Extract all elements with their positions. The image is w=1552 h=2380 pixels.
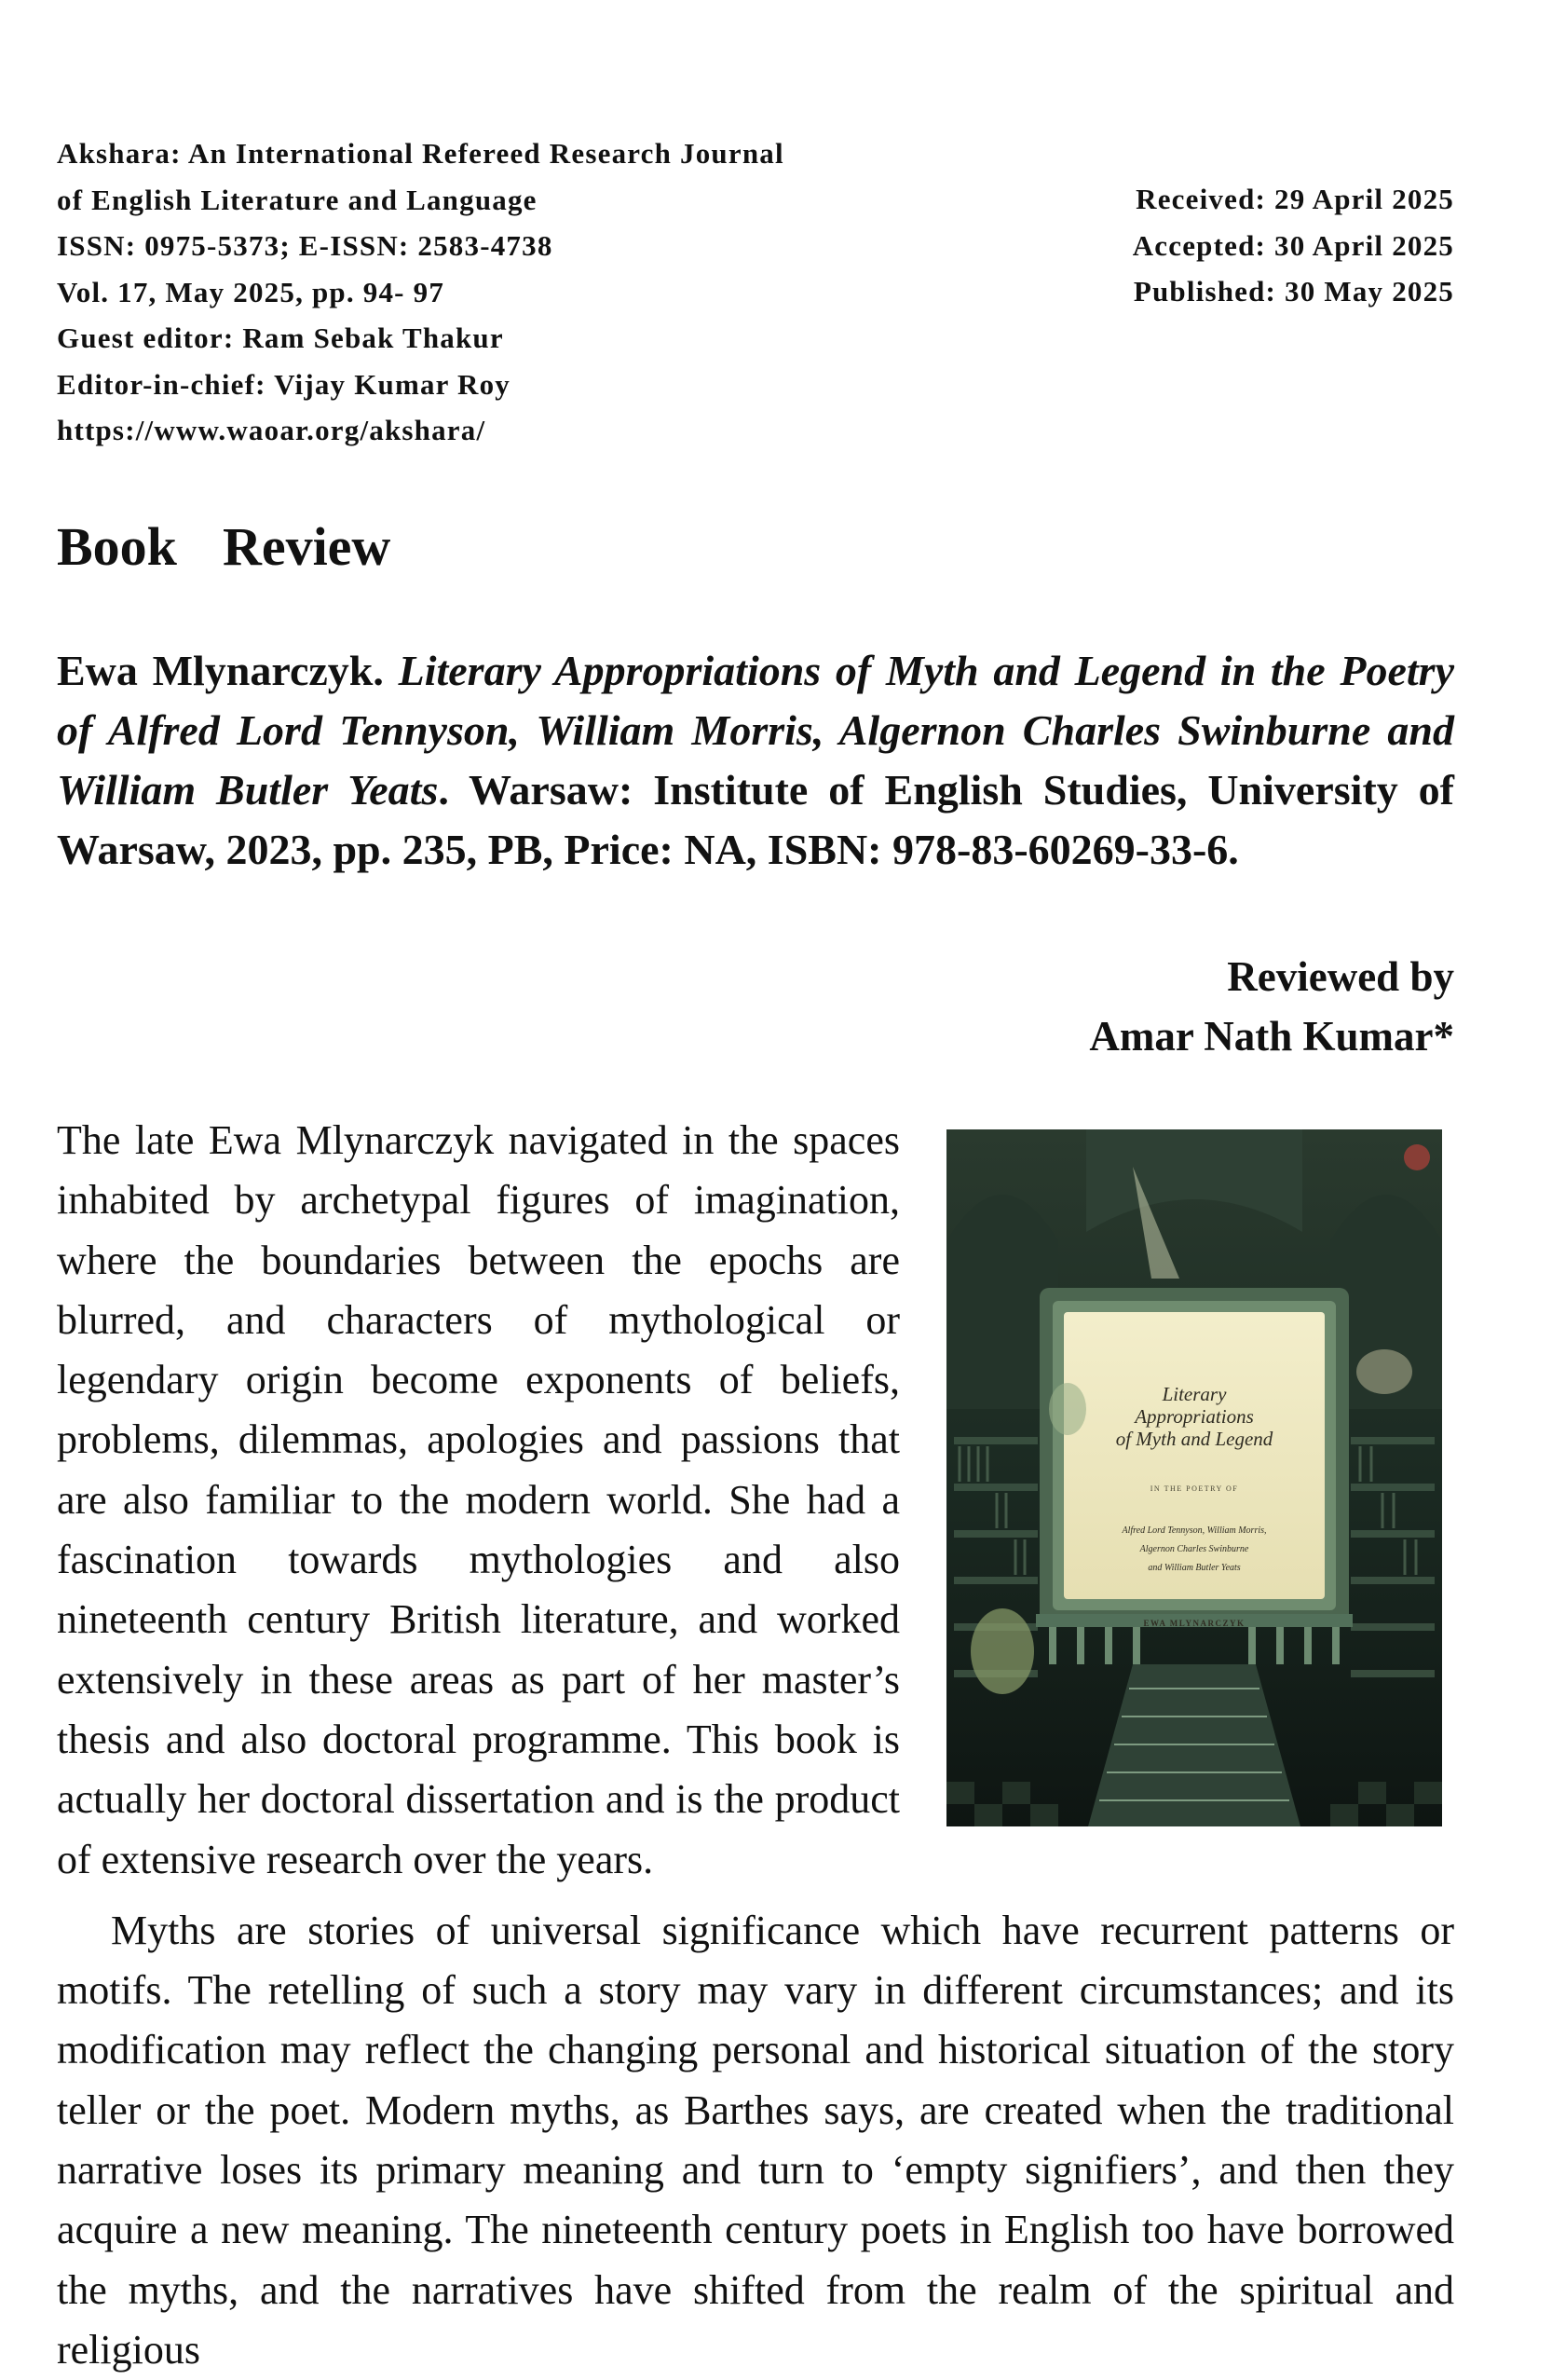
article-header (57, 130, 1454, 447)
section-title: Book Review (57, 516, 391, 577)
review-body (57, 1111, 1454, 2380)
article-dates (1133, 176, 1454, 315)
page (57, 130, 1455, 2373)
citation-author: Ewa Mlynarczyk. (57, 647, 384, 694)
cover-poets-line1: Alfred Lord Tennyson, William Morris, (1122, 1525, 1267, 1537)
journal-issn: ISSN: 0975-5373; E-ISSN: 2583-4738 (57, 229, 553, 262)
published-date: Published: 30 May 2025 (1133, 275, 1454, 308)
citation-details: . Warsaw: Institute of English Studies, University of Warsaw, 2023, pp. 235, PB, Price: NA, ISBN: 978-83-60269-33-6. (57, 766, 1455, 873)
cover-poets-line2: Algernon Charles Swinburne (1139, 1544, 1249, 1555)
paragraph-2: Myths are stories of universal significance which have recurrent patterns or motifs. The retelling of such a story may vary in different circumstances; and its modification may reflect the changing personal and historical situation of the story teller or the poet. Modern myths, as Barthes says, are created when the traditional narrative loses its primary meaning and turn to ‘empty signifiers’, and then they acquire a new meaning. The nineteenth century poets in English too have borrowed the myths, and the narratives have shifted from the realm of the spiritual and religious (57, 1907, 1454, 2373)
editor-in-chief: Editor-in-chief: Vijay Kumar Roy (57, 367, 511, 401)
cover-subtitle: IN THE POETRY OF (1150, 1484, 1239, 1493)
reviewed-by-label: Reviewed by (1227, 953, 1454, 1000)
journal-title-line1: Akshara: An International Refereed Research Journal (57, 137, 784, 170)
cover-title-line2: Appropriations (1135, 1405, 1254, 1428)
paragraph-1: The late Ewa Mlynarczyk navigated in the spaces inhabited by archetypal figures of imagination, where the boundaries between the epochs are blurred, and characters of mythological or legendary origin become exponents of beliefs, problems, dilemmas, apologies and passions that are also familiar to the modern world. She had a fascination towards mythologies and also nineteenth century British literature, and worked extensively in these areas as part of her master’s thesis and also doctoral programme. This book is actually her doctoral dissertation and is the product of extensive research over the years. (57, 1117, 900, 1882)
journal-info (57, 130, 784, 454)
accepted-date: Accepted: 30 April 2025 (1132, 228, 1454, 262)
journal-title-line2: of English Literature and Language (57, 183, 538, 216)
citation-book-title: Literary Appropriations of Myth and Legend in the Poetry of Alfred Lord Tennyson, William Morris, Algernon Charles Swinburne and William Butler Yeats (57, 647, 1455, 814)
cover-title-line1: Literary (1162, 1383, 1227, 1405)
cover-title-line3: of Myth and Legend (1115, 1428, 1273, 1450)
cover-poets-line3: and William Butler Yeats (1148, 1563, 1241, 1574)
reviewer-block (1089, 947, 1454, 1066)
book-citation (57, 641, 1454, 880)
journal-url[interactable]: https://www.waoar.org/akshara/ (57, 414, 486, 446)
guest-editor: Guest editor: Ram Sebak Thakur (57, 321, 504, 354)
journal-volume: Vol. 17, May 2025, pp. 94- 97 (57, 275, 445, 308)
reviewer-name: Amar Nath Kumar* (1089, 1013, 1454, 1060)
cover-author: EWA MLYNARCZYK (1143, 1619, 1246, 1629)
received-date: Received: 29 April 2025 (1136, 183, 1454, 215)
cover-text (1086, 1383, 1302, 1654)
book-cover-image (946, 1129, 1442, 1826)
